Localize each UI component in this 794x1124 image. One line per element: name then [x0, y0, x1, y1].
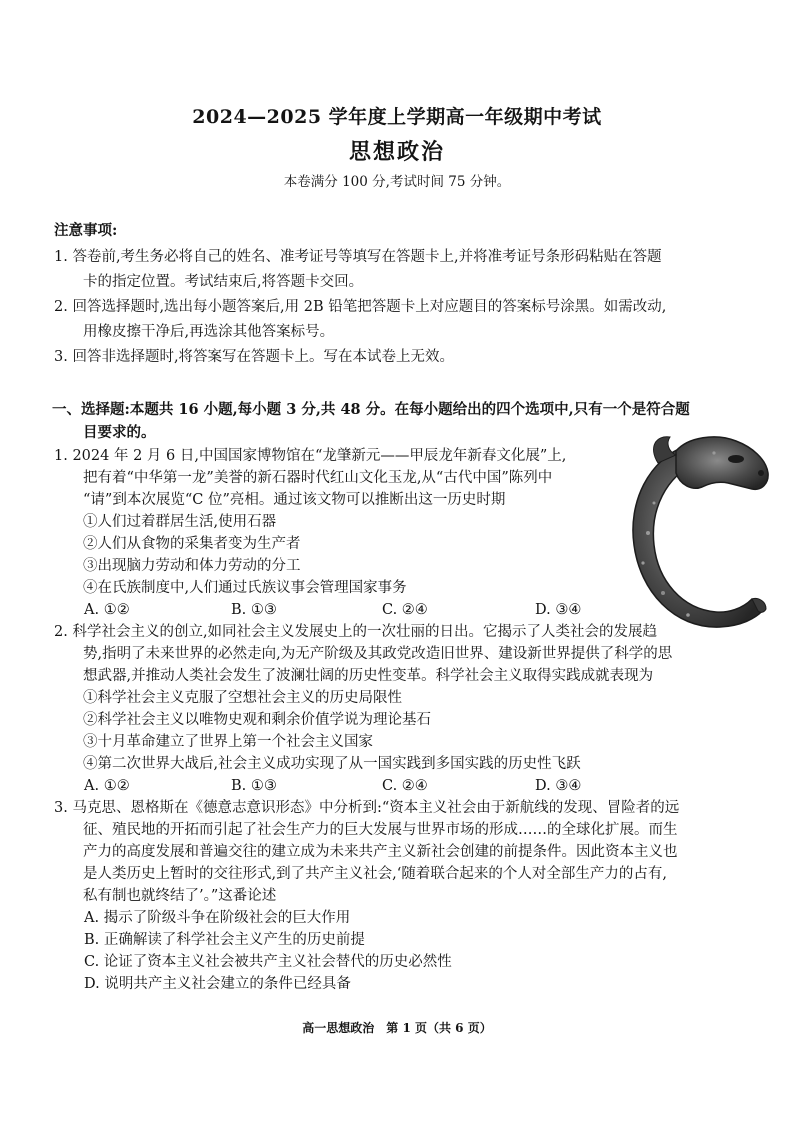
note-line: 3. 回答非选择题时,将答案写在答题卡上。写在本试卷上无效。 — [54, 349, 455, 365]
q1-option-b[interactable]: B. ①③ — [231, 602, 277, 618]
q3-option-d[interactable]: D. 说明共产主义社会建立的条件已经具备 — [84, 976, 351, 992]
q1-option-c[interactable]: C. ②④ — [382, 602, 428, 618]
jade-dragon-image — [618, 433, 772, 633]
q1-line: 把有着“中华第一龙”美誉的新石器时代红山文化玉龙,从“古代中国”陈列中 — [83, 470, 553, 486]
q2-option-d[interactable]: D. ③④ — [535, 778, 582, 794]
note-line: 2. 回答选择题时,选出每小题答案后,用 2B 铅笔把答题卡上对应题目的答案标号涂黑。如需改动, — [54, 299, 667, 315]
q1-statement: ①人们过着群居生活,使用石器 — [83, 514, 277, 530]
q2-statement: ①科学社会主义克服了空想社会主义的历史局限性 — [83, 690, 402, 706]
q3-line: 产力的高度发展和普遍交往的建立成为未来共产主义新社会创建的前提条件。因此资本主义也 — [83, 844, 678, 860]
page-footer: 高一思想政治 第 1 页（共 6 页） — [302, 1021, 492, 1035]
q2-line: 势,指明了未来世界的必然走向,为无产阶级及其政党改造旧世界、建设新世界提供了科学的思 — [83, 646, 673, 662]
q3-line: 私有制也就终结了’。”这番论述 — [83, 888, 277, 904]
note-line: 1. 答卷前,考生务必将自己的姓名、准考证号等填写在答题卡上,并将准考证号条形码粘贴在答题 — [54, 249, 662, 265]
q2-line: 想武器,并推动人类社会发生了波澜壮阔的历史性变革。科学社会主义取得实践成就表现为 — [83, 668, 654, 684]
q2-statement: ④第二次世界大战后,社会主义成功实现了从一国实践到多国实践的历史性飞跃 — [83, 756, 581, 772]
q2-statement: ②科学社会主义以唯物史观和剩余价值学说为理论基石 — [83, 712, 431, 728]
q2-option-c[interactable]: C. ②④ — [382, 778, 428, 794]
q1-statement: ②人们从食物的采集者变为生产者 — [83, 536, 301, 552]
q3-line: 3. 马克思、恩格斯在《德意志意识形态》中分析到:“资本主义社会由于新航线的发现、冒险者的远 — [54, 800, 680, 816]
note-line: 卡的指定位置。考试结束后,将答题卡交回。 — [83, 274, 364, 290]
q3-line: 是人类历史上暂时的交往形式,到了共产主义社会,‘随着联合起来的个人对全部生产力的占有, — [83, 866, 667, 882]
section-heading: 一、选择题:本题共 16 小题,每小题 3 分,共 48 分。在每小题给出的四个选项中,只有一个是符合题 — [52, 401, 690, 418]
q3-option-a[interactable]: A. 揭示了阶级斗争在阶级社会的巨大作用 — [84, 910, 351, 926]
q1-line: “请”到本次展览“C 位”亮相。通过该文物可以推断出这一历史时期 — [83, 492, 506, 508]
note-line: 用橡皮擦干净后,再选涂其他答案标号。 — [83, 324, 335, 340]
q1-option-a[interactable]: A. ①② — [84, 602, 130, 618]
section-heading-cont: 目要求的。 — [83, 424, 156, 441]
q1-statement: ③出现脑力劳动和体力劳动的分工 — [83, 558, 301, 574]
q2-statement: ③十月革命建立了世界上第一个社会主义国家 — [83, 734, 373, 750]
q2-option-b[interactable]: B. ①③ — [231, 778, 277, 794]
subject-title: 思想政治 — [348, 139, 445, 165]
q1-statement: ④在氏族制度中,人们通过氏族议事会管理国家事务 — [83, 580, 407, 596]
q1-option-d[interactable]: D. ③④ — [535, 602, 582, 618]
q2-option-a[interactable]: A. ①② — [84, 778, 130, 794]
q3-option-b[interactable]: B. 正确解读了科学社会主义产生的历史前提 — [84, 932, 365, 948]
exam-info: 本卷满分 100 分,考试时间 75 分钟。 — [283, 174, 511, 190]
exam-title: 2024—2025 学年度上学期高一年级期中考试 — [192, 106, 602, 128]
q2-line: 2. 科学社会主义的创立,如同社会主义发展史上的一次壮丽的日出。它揭示了人类社会的发展趋 — [54, 624, 658, 640]
q3-option-c[interactable]: C. 论证了资本主义社会被共产主义社会替代的历史必然性 — [84, 954, 452, 970]
q3-line: 征、殖民地的开拓而引起了社会生产力的巨大发展与世界市场的形成……的全球化扩展。而生 — [83, 822, 678, 838]
notes-heading: 注意事项: — [54, 222, 118, 239]
q1-line: 1. 2024 年 2 月 6 日,中国国家博物馆在“龙肇新元——甲辰龙年新春文化展”上, — [54, 448, 567, 464]
